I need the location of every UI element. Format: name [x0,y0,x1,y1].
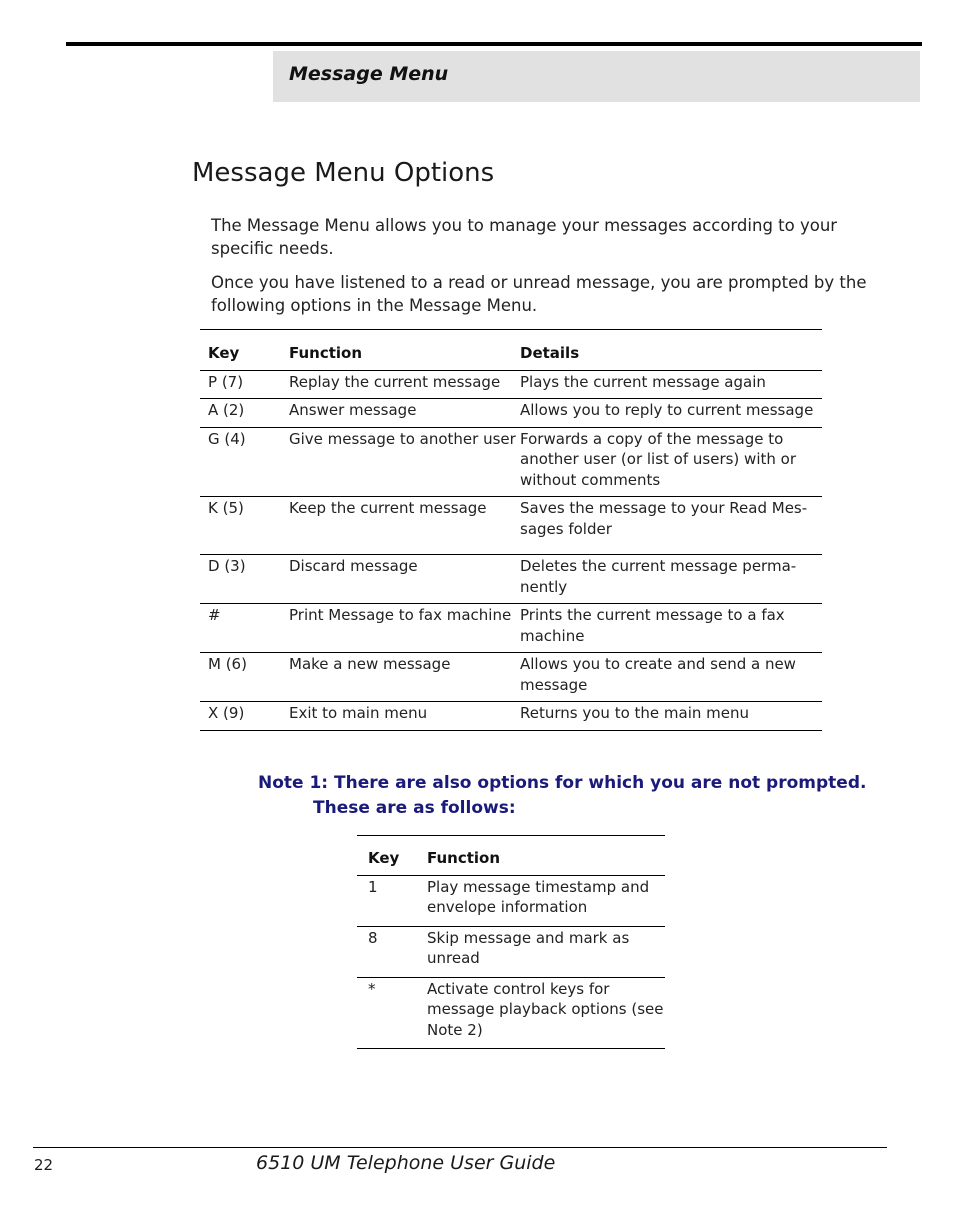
table-row [200,427,822,497]
footer-rule [33,1147,887,1148]
column-header-details: Details [520,344,580,362]
row-key: * [368,979,376,998]
table-row [200,370,822,399]
row-key: # [208,606,221,624]
row-details: Forwards a copy of the message to another user (or list of users) with or without comments [520,429,796,489]
table-header-row [357,836,665,876]
table-row [200,653,822,702]
row-key: M (6) [208,655,247,673]
row-key: G (4) [208,429,246,448]
row-function: Activate control keys for message playback options (see Note 2) [427,979,664,1039]
table-row [200,497,822,555]
row-key: 1 [368,877,378,896]
table-row [200,604,822,653]
note-1 [258,771,898,821]
row-function: Print Message to fax machine [289,606,512,624]
column-header-function: Function [427,849,501,867]
row-key: P (7) [208,372,244,391]
column-header-key: Key [208,344,240,362]
row-function: Answer message [289,401,417,419]
unprompted-options-table [357,835,665,1049]
row-function: Skip message and mark as unread [427,928,630,967]
row-details: Saves the message to your Read Mes-sages folder [520,499,808,538]
page-title: Message Menu Options [192,158,495,188]
row-function: Make a new message [289,655,451,673]
row-function: Replay the current message [289,372,501,391]
row-details: Plays the current message again [520,372,766,391]
table-row [357,977,665,1049]
row-key: A (2) [208,401,245,419]
section-header [273,51,920,102]
intro-paragraph: The Message Menu allows you to manage your messages according to your specific needs. [211,216,838,258]
row-function: Play message timestamp and envelope information [427,877,650,916]
table-row [200,702,822,731]
table-row [357,875,665,926]
message-options-table [200,329,822,731]
table-header-row [200,330,822,371]
row-function: Exit to main menu [289,704,428,722]
row-function: Discard message [289,557,418,575]
top-rule [66,42,922,46]
prompt-paragraph: Once you have listened to a read or unread message, you are prompted by the following options in the Message Menu. [211,273,867,315]
row-key: X (9) [208,704,245,722]
row-key: D (3) [208,557,246,575]
row-details: Allows you to create and send a new message [520,655,796,694]
row-function: Give message to another user [289,429,516,448]
page-number: 22 [34,1156,54,1174]
table-row [357,926,665,977]
section-title: Message Menu [289,63,449,85]
column-header-function: Function [289,344,363,362]
row-details: Allows you to reply to current message [520,401,814,419]
row-function: Keep the current message [289,499,487,517]
row-key: 8 [368,928,378,947]
column-header-key: Key [368,849,400,867]
note-line-2: These are as follows: [313,798,516,818]
note-line-1: Note 1: There are also options for which you are not prompted. [258,773,867,793]
guide-title: 6510 UM Telephone User Guide [256,1152,556,1174]
row-key: K (5) [208,499,244,517]
row-details: Deletes the current message perma-nently [520,557,797,596]
row-details: Prints the current message to a fax machine [520,606,785,645]
table-row [200,399,822,428]
table-row [200,555,822,604]
row-details: Returns you to the main menu [520,704,749,722]
